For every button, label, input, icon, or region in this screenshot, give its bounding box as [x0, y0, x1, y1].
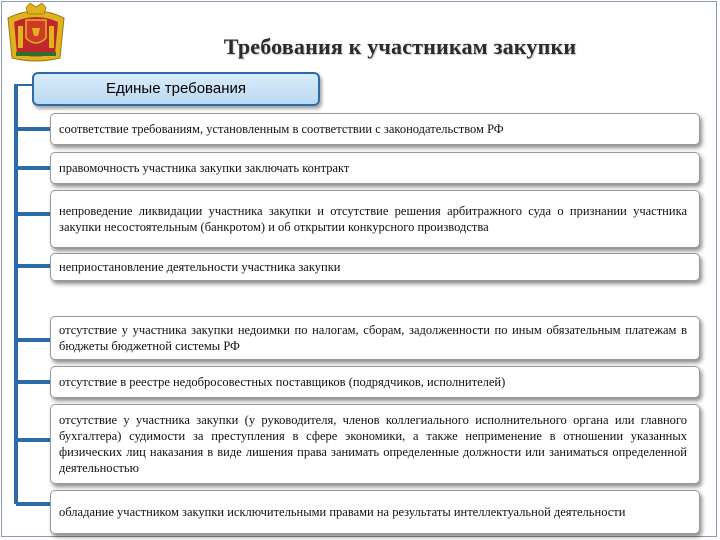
- requirement-item: [50, 253, 700, 281]
- requirement-item: [50, 490, 700, 534]
- requirement-item: [50, 404, 700, 484]
- section-header: Единые требования: [32, 72, 320, 106]
- requirement-item: [50, 190, 700, 248]
- requirement-text: правомочность участника закупки заключать контракт: [59, 161, 350, 175]
- requirement-item: [50, 366, 700, 398]
- requirement-text: отсутствие у участника закупки (у руководителя, членов коллегиального исполнительного органа или главного бухгалтера) судимости за преступления в сфере экономики, а также неприменение в отношении указанных физических лиц наказания в виде лишения права занимать определенные должности или заниматься определенной деятельностью: [59, 413, 687, 475]
- requirement-item: [50, 113, 700, 145]
- requirement-item: [50, 316, 700, 360]
- requirement-item: [50, 152, 700, 184]
- coat-of-arms-icon: [2, 2, 70, 64]
- requirement-text: соответствие требованиям, установленным в соответствии с законодательством РФ: [59, 122, 504, 136]
- requirement-text: отсутствие у участника закупки недоимки по налогам, сборам, задолженности по иным обязательным платежам в бюджеты бюджетной системы РФ: [59, 323, 687, 353]
- requirement-text: отсутствие в реестре недобросовестных поставщиков (подрядчиков, исполнителей): [59, 375, 506, 389]
- requirement-text: обладание участником закупки исключительными правами на результаты интеллектуальной деятельности: [59, 505, 626, 519]
- requirement-text: непроведение ликвидации участника закупки и отсутствие решения арбитражного суда о признании участника закупки несостоятельным (банкротом) и об открытии конкурсного производства: [59, 204, 687, 234]
- page-title: Требования к участникам закупки: [223, 34, 577, 59]
- requirement-text: неприостановление деятельности участника закупки: [59, 260, 341, 274]
